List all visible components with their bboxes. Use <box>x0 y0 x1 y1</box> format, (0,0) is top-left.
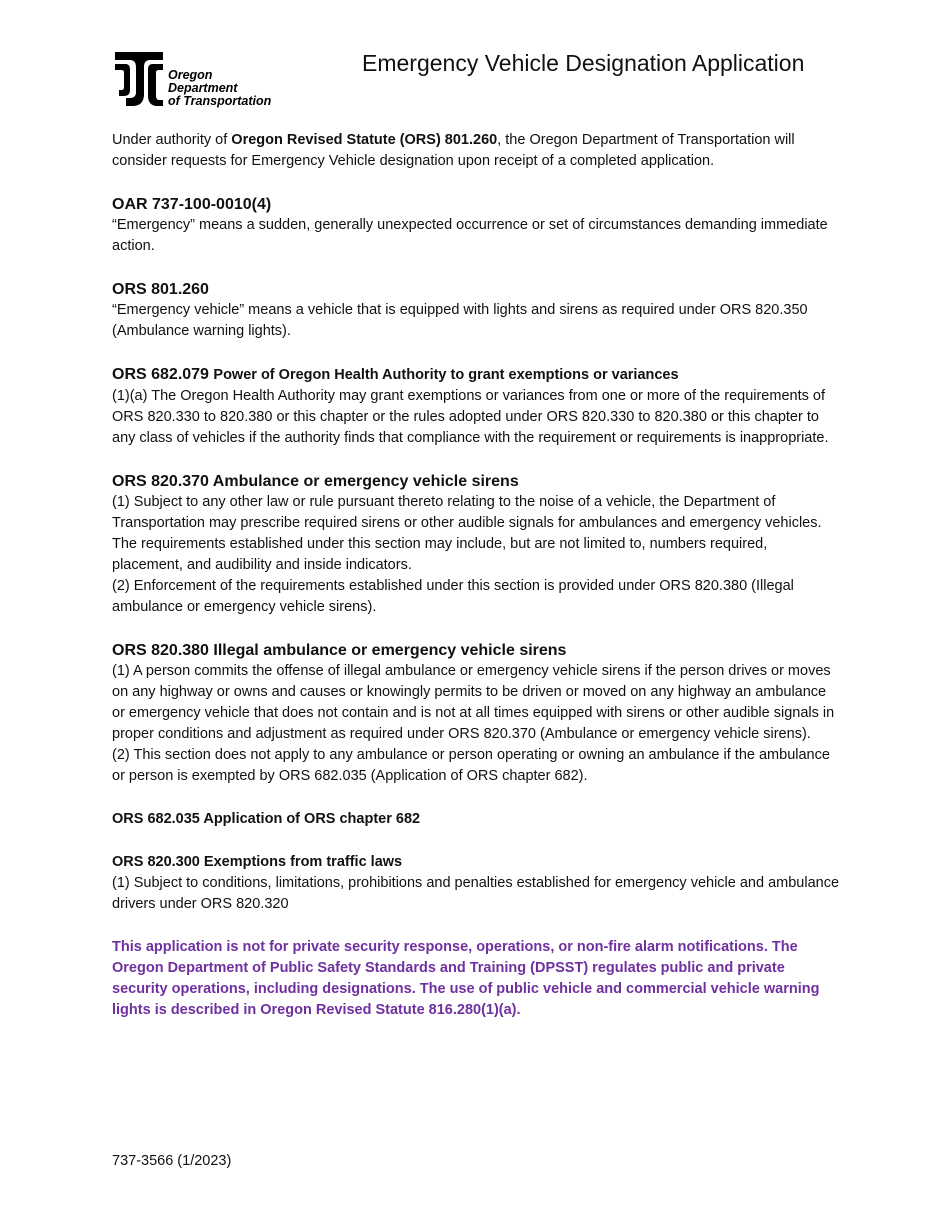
document-body <box>112 130 842 1021</box>
odot-logo <box>113 50 313 110</box>
odot-logo-text <box>168 69 271 108</box>
intro-statute: Oregon Revised Statute (ORS) 801.260 <box>231 132 498 148</box>
intro-prefix: Under authority of <box>112 132 232 148</box>
section-body: “Emergency” means a sudden, generally unexpected occurrence or set of circumstances demanding immediate action. <box>112 217 828 254</box>
section-heading-code: ORS 682.079 <box>112 366 209 383</box>
section-oar <box>112 194 842 257</box>
section-paragraph-2: (2) This section does not apply to any ambulance or person operating or owning an ambulance if the ambulance or person is exempted by ORS 682.035 (Application of ORS chapter 682). <box>112 747 830 784</box>
section-ors-801-260 <box>112 279 842 342</box>
section-body: (1)(a) The Oregon Health Authority may grant exemptions or variances from one or more of the requirements of ORS 820.330 to 820.380 or this chapter or the rules adopted under ORS 820.330 to 820.380 or this chapter to any class of vehicles if the authority finds that compliance with the requirement or requirements is inappropriate. <box>112 388 829 446</box>
section-ors-820-300 <box>112 852 842 915</box>
section-ors-820-370 <box>112 471 842 618</box>
section-heading: OAR 737-100-0010(4) <box>112 196 272 213</box>
section-heading: ORS 820.300 Exemptions from traffic laws <box>112 854 403 870</box>
intro-suffix: , the Oregon Department of Transportation will consider requests for Emergency Vehicle designation upon receipt of a completed application. <box>112 132 795 169</box>
form-number: 737-3566 (1/2023) <box>112 1153 232 1169</box>
odot-emblem-icon <box>113 50 165 108</box>
intro-paragraph <box>112 130 842 172</box>
section-body: “Emergency vehicle” means a vehicle that is equipped with lights and sirens as required under ORS 820.350 (Ambulance warning lights). <box>112 302 808 339</box>
section-heading: ORS 820.370 Ambulance or emergency vehicle sirens <box>112 473 519 490</box>
section-ors-820-380 <box>112 640 842 787</box>
section-heading <box>112 364 842 386</box>
section-heading: ORS 682.035 Application of ORS chapter 682 <box>112 811 421 827</box>
section-body: (1) Subject to conditions, limitations, prohibitions and penalties established for emergency vehicle and ambulance drivers under ORS 820.320 <box>112 875 840 912</box>
logo-line-1: Oregon <box>168 68 213 82</box>
section-heading: ORS 801.260 <box>112 281 209 298</box>
section-ors-682-035 <box>112 809 842 830</box>
section-subheading: Power of Oregon Health Authority to grant exemptions or variances <box>213 367 679 383</box>
section-paragraph-1: (1) A person commits the offense of illegal ambulance or emergency vehicle sirens if the person drives or moves on any highway or owns and causes or knowingly permits to be driven or moved on any highway an ambulance or emergency vehicle that does not contain and is not at all times equipped with sirens or other audible signals in proper conditions and adjustment as required under ORS 820.370 (Ambulance or emergency vehicle sirens). <box>112 663 835 742</box>
section-paragraph-2: (2) Enforcement of the requirements established under this section is provided under ORS 820.380 (Illegal ambulance or emergency vehicle sirens). <box>112 578 794 615</box>
section-ors-682-079 <box>112 364 842 449</box>
section-paragraph-1: (1) Subject to any other law or rule pursuant thereto relating to the noise of a vehicle, the Department of Transportation may prescribe required sirens or other audible signals for ambulances and emergency vehicles. The requirements established under this section may include, but are not limited to, numbers required, placement, and audibility and inside indicators. <box>112 494 822 573</box>
logo-line-2: Department <box>168 81 238 95</box>
page-title: Emergency Vehicle Designation Application <box>362 50 805 76</box>
logo-line-3: of Transportation <box>168 94 272 108</box>
private-security-notice: This application is not for private security response, operations, or non-fire alarm notifications. The Oregon Department of Public Safety Standards and Training (DPSST) regulates public and private security operations, including designations. The use of public vehicle and commercial vehicle warning lights is described in Oregon Revised Statute 816.280(1)(a). <box>112 939 820 1018</box>
section-heading: ORS 820.380 Illegal ambulance or emergency vehicle sirens <box>112 642 567 659</box>
